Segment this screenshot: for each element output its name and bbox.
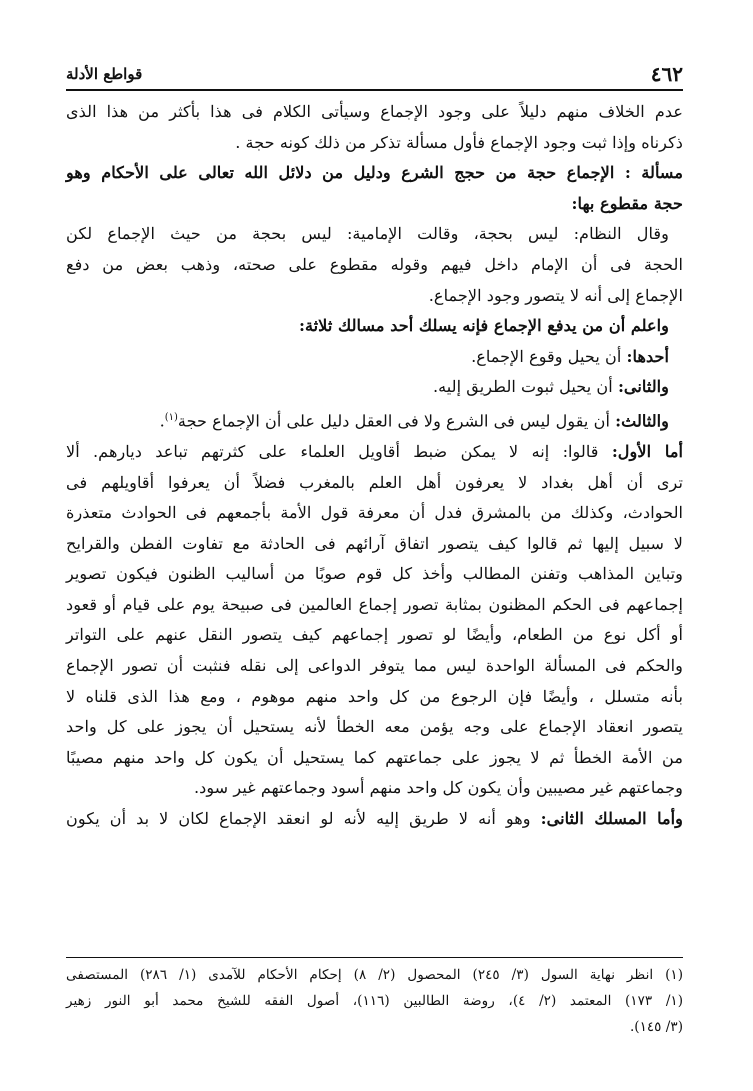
- book-title: قواطع الأدلة: [66, 65, 143, 83]
- heading-line: حجة مقطوع بها:: [571, 193, 683, 213]
- text-run: قالوا: إنه لا يمكن ضبط أقاويل العلماء على كثرتهم تباعد ديارهم. ألا: [66, 441, 612, 461]
- footnote-rule: [66, 957, 683, 958]
- text-line: من الأمة الخطأ ثم لا يجوز على جماعتهم كما يستحيل أن يكون كل واحد منهم مصيبًا: [66, 747, 683, 767]
- header-rule: [66, 89, 683, 91]
- paragraph-second-path: [66, 804, 683, 835]
- running-header: [66, 62, 683, 86]
- paragraph-three-paths: [66, 311, 683, 342]
- path-text: أن يقول ليس فى الشرع ولا فى العقل دليل على أن الإجماع حجة: [177, 411, 616, 431]
- path-label: والثانى:: [617, 377, 669, 397]
- text-line: [66, 804, 683, 835]
- text-line: وقال النظام: ليس بحجة، وقالت الإمامية: ليس بحجة من حيث الإجماع لكن: [66, 224, 669, 244]
- path-text: أن يحيل وقوع الإجماع.: [471, 346, 627, 366]
- text-line: الحجة فى أن الإمام داخل فيهم وقوله مقطوع على صحته، وذهب بعض من دفع: [66, 254, 683, 274]
- text-run: وهو أنه لا طريق إليه لأنه لو انعقد الإجماع لكان لا بد أن يكون: [66, 809, 541, 829]
- section-label: وأما المسلك الثانى:: [540, 809, 683, 829]
- paragraph-first-path: [66, 437, 683, 804]
- main-text: [66, 97, 683, 835]
- text-line: ترى أن أهل بغداد لا يعرفون أهل العلم بالمغرب فضلاً أن يعرفوا أقاويلهم فى: [66, 472, 683, 492]
- text-line: وتباين المذاهب وتفنن المطالب وأخذ كل قوم صوبًا من أساليب الظنون فيكون تصوير: [66, 564, 683, 584]
- text-line: وجماعتهم غير مصيبين وأن يكون كل واحد منهم أسود وجماعتهم غير سود.: [193, 778, 683, 798]
- footnote-line: (١) انظر نهاية السول (٣/ ٢٤٥) المحصول (٢/ ٨) إحكام الأحكام للآمدى (١/ ٢٨٦) المستصفى: [66, 967, 683, 983]
- heading-line: مسألة : الإجماع حجة من حجج الشرع ودليل من دلائل الله تعالى على الأحكام وهو: [66, 163, 683, 183]
- paragraph-nazzam: [66, 219, 683, 311]
- path-end: .: [159, 411, 165, 431]
- footnotes: [66, 962, 683, 1040]
- section-label: أما الأول:: [611, 441, 683, 461]
- footnote-reference[interactable]: (١): [164, 411, 178, 423]
- text-line: واعلم أن من يدفع الإجماع فإنه يسلك أحد مسالك ثلاثة:: [299, 316, 669, 336]
- footnote-line: (٣/ ١٤٥).: [629, 1019, 683, 1035]
- path-label: والثالث:: [615, 411, 669, 431]
- text-line: إجماعهم فى الحكم المظنون بمثابة تصور إجماع العالمين فى صبيحة يوم على قيام أو قعود: [66, 594, 683, 614]
- text-line: عدم الخلاف منهم دليلاً على وجود الإجماع وسيأتى الكلام فى هذا بأكثر من هذا الذى: [66, 102, 683, 121]
- path-second: [66, 372, 683, 403]
- page-number: ٤٦٢: [650, 62, 683, 86]
- text-line: [66, 372, 683, 403]
- section-heading: [66, 158, 683, 219]
- path-first: [66, 342, 683, 373]
- text-line: والحكم فى المسألة الواحدة ليس مما يتوفر الدواعى إلى نقله فنثبت أن تصور الإجماع: [66, 656, 683, 676]
- footnote-line: (١/ ١٧٣) المعتمد (٢/ ٤)، روضة الطالبين (١١٦)، أصول الفقه للشيخ محمد أبو النور زهير: [66, 993, 684, 1009]
- paragraph-intro: [66, 97, 683, 158]
- text-line: [66, 342, 683, 373]
- text-line: الحوادث، وكذلك من بالمشرق فدل أن معرفة قول الأمة بأجمعهم فى الحوادث متعذرة: [66, 503, 683, 523]
- text-line: أو أكل نوع من الطعام، وأيضًا لو تصور إجماعهم كيف يتصور النقل عنهم على التواتر: [66, 625, 683, 645]
- path-text: أن يحيل ثبوت الطريق إليه.: [432, 377, 618, 397]
- path-label: أحدها:: [626, 346, 669, 366]
- text-line: الإجماع إلى أنه لا يتصور وجود الإجماع.: [428, 285, 683, 305]
- text-line: [66, 437, 683, 468]
- path-third: [66, 403, 683, 437]
- text-line: يتصور انعقاد الإجماع على وجه يؤمن معه الخطأ لأنه يستحيل أن يجوز على كل واحد: [66, 717, 683, 737]
- text-line: ذكرناه وإذا ثبت وجود الإجماع فأول مسألة تذكر من ذلك كونه حجة .: [235, 132, 683, 152]
- text-line: بأنه متسلل ، وأيضًا فإن الرجوع من كل واحد منهم موهوم ، ومع هذا الذى قلناه لا: [66, 686, 683, 706]
- text-line: [66, 403, 683, 437]
- text-line: لا سبيل إليها ثم قالوا كيف يتصور اتفاق آرائهم فى الحادثة مع تفاوت الفطن والقرايح: [66, 533, 683, 553]
